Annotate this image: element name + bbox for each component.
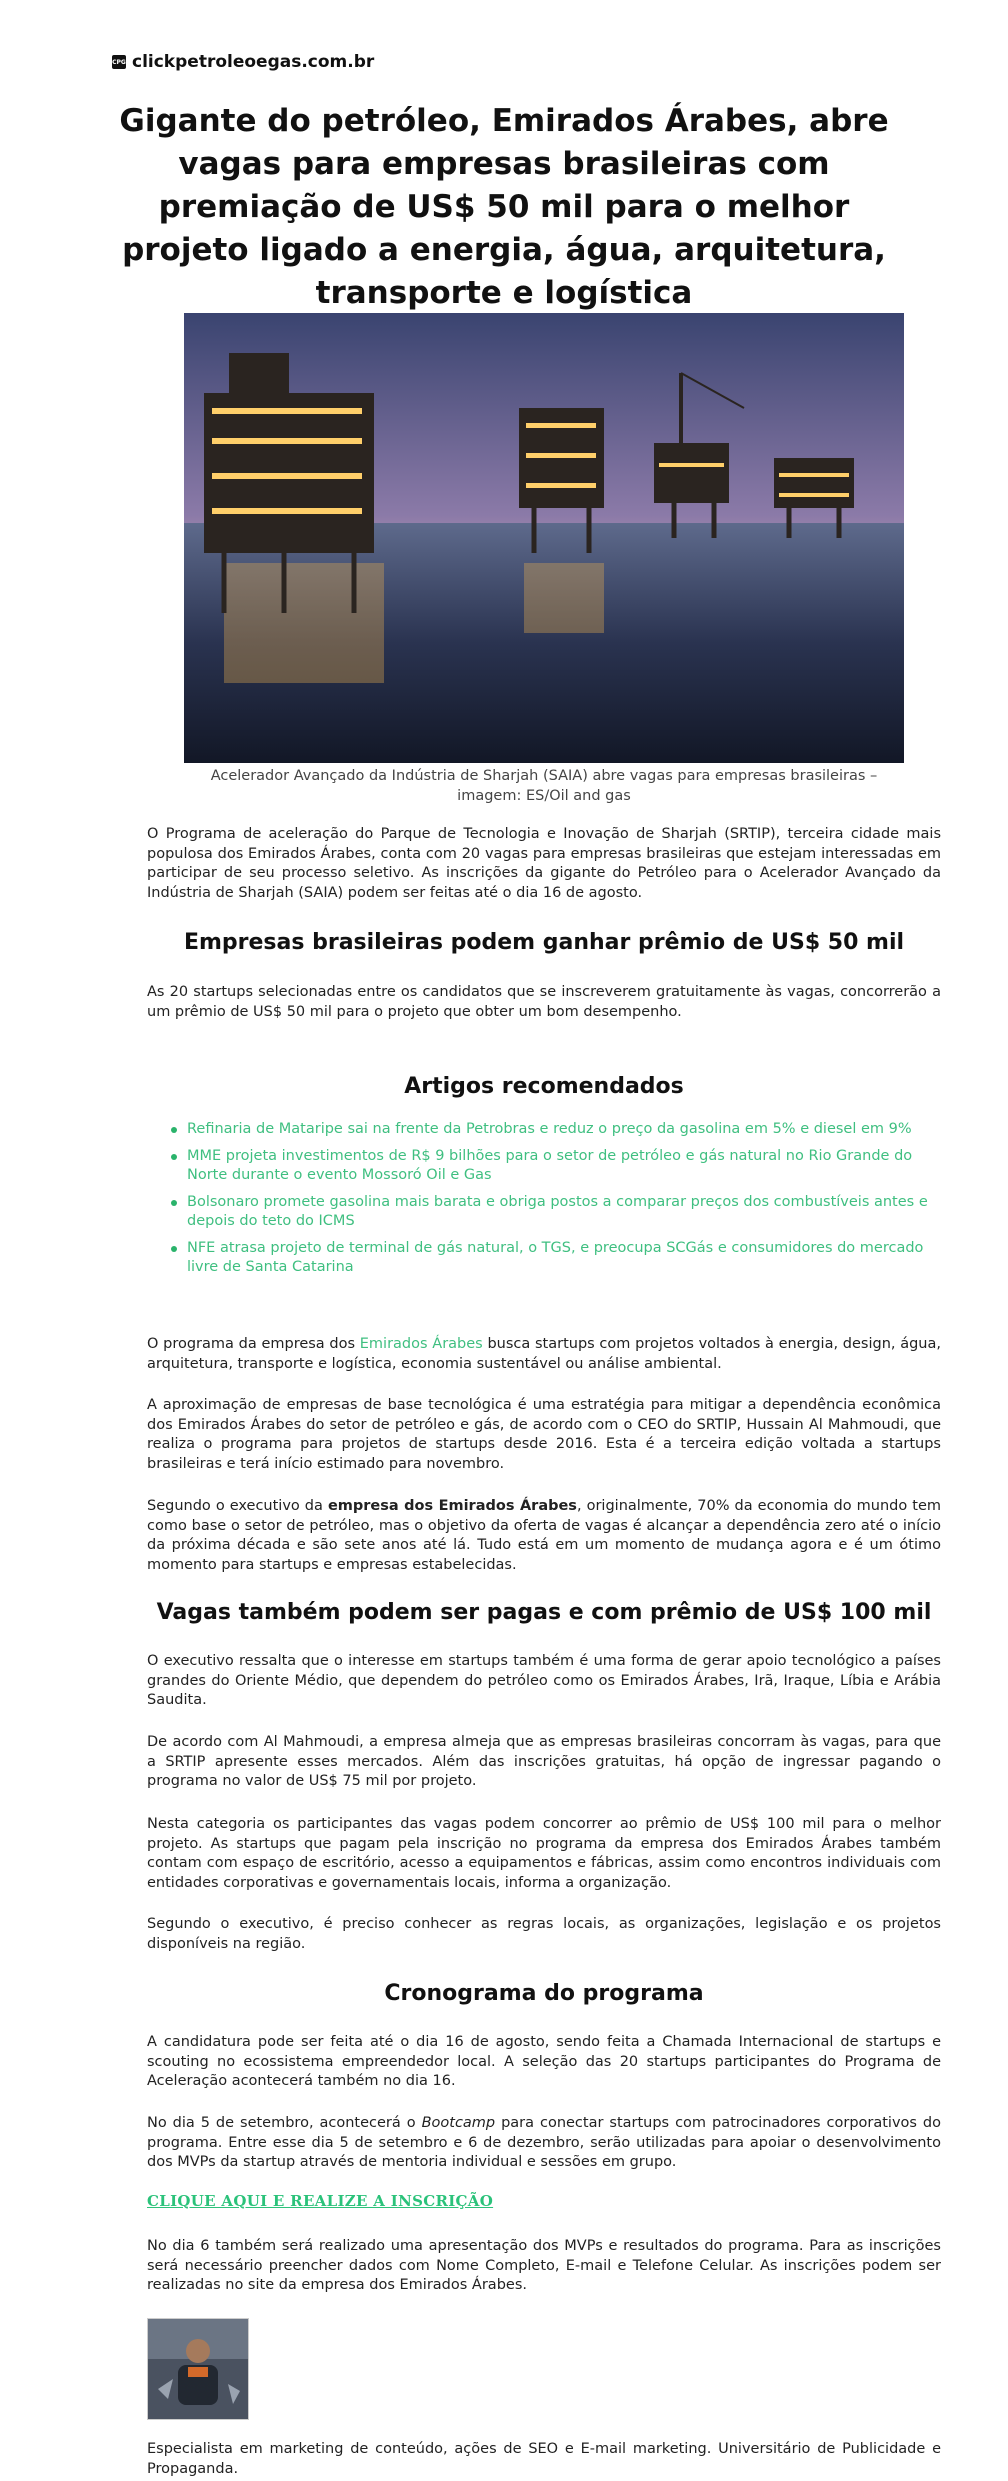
heading-cronograma: Cronograma do programa <box>384 1981 704 2006</box>
recommended-link[interactable]: MME projeta investimentos de R$ 9 bilhões para o setor de petróleo e gás natural no Rio Grande do Norte durante o evento Mossoró Oil e Gas <box>187 1147 913 1183</box>
italic-text: Bootcamp <box>421 2115 496 2131</box>
recommended-link[interactable]: NFE atrasa projeto de terminal de gás natural, o TGS, e preocupa SCGás e consumidores do mercado livre de Santa Catarina <box>187 1239 924 1275</box>
hero-image <box>184 313 904 763</box>
paragraph-text: busca startups com projetos voltados à energia, design, água, arquitetura, transporte e logística, economia sustentável ou análise ambiental. <box>147 1336 941 1372</box>
paragraph-intro: O Programa de aceleração do Parque de Tecnologia e Inovação de Sharjah (SRTIP), terceira cidade mais populosa dos Emirados Árabes, conta com 20 vagas para empresas brasileiras que estejam interessadas em participar de seu processo seletivo. As inscrições da gigante do Petróleo para o Acelerador Avançado da Indústria de Sharjah (SAIA) podem ser feitas até o dia 16 de agosto. <box>147 826 941 901</box>
heading-premio-50-mil: Empresas brasileiras podem ganhar prêmio de US$ 50 mil <box>183 930 905 955</box>
paragraph-programa <box>147 1335 941 1374</box>
site-name[interactable]: clickpetroleoegas.com.br <box>132 52 375 72</box>
paragraph-al-mahmoudi: De acordo com Al Mahmoudi, a empresa almeja que as empresas brasileiras concorram às vagas, para que a SRTIP apresente esses mercados. Além das inscrições gratuitas, há opção de ingressar pagando o programa no valor de US$ 75 mil por projeto. <box>147 1734 941 1789</box>
paragraph-categoria: Nesta categoria os participantes das vagas podem concorrer ao prêmio de US$ 100 mil para o melhor projeto. As startups que pagam pela inscrição no programa da empresa dos Emirados Árabes também contam com espaço de escritório, acesso a equipamentos e fábricas, assim como encontros individuais com entidades corporativas e governamentais locais, informa a organização. <box>147 1816 941 1891</box>
paragraph-text: , originalmente, 70% da economia do mundo tem como base o setor de petróleo, mas o objetivo da oferta de vagas é alcançar a dependência zero até o início da próxima década e são sete anos até lá. Tudo está em um momento de mudança agora e é um ótimo momento para startups e empresas estabelecidas. <box>147 1498 942 1573</box>
site-logo-icon: CPG <box>112 55 126 69</box>
paragraph-premio: As 20 startups selecionadas entre os candidatos que se inscreverem gratuitamente às vagas, concorrerão a um prêmio de US$ 50 mil para o projeto que obter um bom desempenho. <box>147 984 941 1020</box>
author-avatar[interactable] <box>147 2318 249 2420</box>
recommended-heading: Artigos recomendados <box>404 1074 684 1099</box>
recommended-item[interactable] <box>187 1120 941 1140</box>
paragraph-interesse: O executivo ressalta que o interesse em startups também é uma forma de gerar apoio tecnológico a países grandes do Oriente Médio, que dependem do petróleo como os Emirados Árabes, Irã, Iraque, Líbia e Arábia Saudita. <box>147 1653 941 1708</box>
site-header[interactable] <box>112 52 374 72</box>
paragraph-aproximacao: A aproximação de empresas de base tecnológica é uma estratégia para mitigar a dependência econômica dos Emirados Árabes do setor de petróleo e gás, de acordo com o CEO do SRTIP, Hussain Al Mahmoudi, que realiza o programa para projetos de startups desde 2016. Esta é a terceira edição voltada a startups brasileiras e terá início estimado para novembro. <box>147 1397 941 1472</box>
paragraph-text: O programa da empresa dos <box>147 1336 360 1352</box>
recommended-item[interactable] <box>187 1147 941 1186</box>
paragraph-text: No dia 5 de setembro, acontecerá o <box>147 2115 422 2131</box>
paragraph-text: Segundo o executivo da <box>147 1498 328 1514</box>
recommended-list <box>187 1120 941 1285</box>
bold-text: empresa dos Emirados Árabes <box>327 1498 577 1514</box>
article-title: Gigante do petróleo, Emirados Árabes, abre vagas para empresas brasileiras com premiação de US$ 50 mil para o melhor projeto ligado a energia, água, arquitetura, transporte e logística <box>119 103 889 311</box>
paragraph-inscricoes: No dia 6 também será realizado uma apresentação dos MVPs e resultados do programa. Para as inscrições será necessário preencher dados com Nome Completo, E-mail e Telefone Celular. As inscrições podem ser realizadas no site da empresa dos Emirados Árabes. <box>147 2238 941 2293</box>
recommended-item[interactable] <box>187 1239 941 1278</box>
paragraph-regras: Segundo o executivo, é preciso conhecer as regras locais, as organizações, legislação e os projetos disponíveis na região. <box>147 1916 941 1952</box>
recommended-item[interactable] <box>187 1193 941 1232</box>
paragraph-executivo <box>147 1497 941 1575</box>
inscricao-cta-link[interactable]: CLIQUE AQUI E REALIZE A INSCRIÇÃO <box>147 2192 494 2210</box>
paragraph-text: para conectar startups com patrocinadores corporativos do programa. Entre esse dia 5 de setembro e 6 de dezembro, serão utilizadas para apoiar o desenvolvimento dos MVPs da startup através de mentoria individual e sessões em grupo. <box>147 2115 941 2170</box>
paragraph-candidatura: A candidatura pode ser feita até o dia 16 de agosto, sendo feita a Chamada Internacional de startups e scouting no ecossistema empreendedor local. A seleção das 20 startups participantes do Programa de Aceleração acontecerá também no dia 16. <box>147 2034 941 2089</box>
emirados-arabes-link[interactable]: Emirados Árabes <box>359 1336 483 1352</box>
author-bio: Especialista em marketing de conteúdo, ações de SEO e E-mail marketing. Universitário de Publicidade e Propaganda. <box>147 2441 941 2477</box>
recommended-link[interactable]: Refinaria de Mataripe sai na frente da Petrobras e reduz o preço da gasolina em 5% e diesel em 9% <box>187 1121 912 1137</box>
recommended-link[interactable]: Bolsonaro promete gasolina mais barata e obriga postos a comparar preços dos combustíveis antes e depois do teto do ICMS <box>187 1193 928 1229</box>
image-caption: Acelerador Avançado da Indústria de Sharjah (SAIA) abre vagas para empresas brasileiras – imagem: ES/Oil and gas <box>210 768 878 804</box>
heading-vagas-pagas: Vagas também podem ser pagas e com prêmio de US$ 100 mil <box>156 1600 932 1625</box>
paragraph-bootcamp <box>147 2114 941 2173</box>
